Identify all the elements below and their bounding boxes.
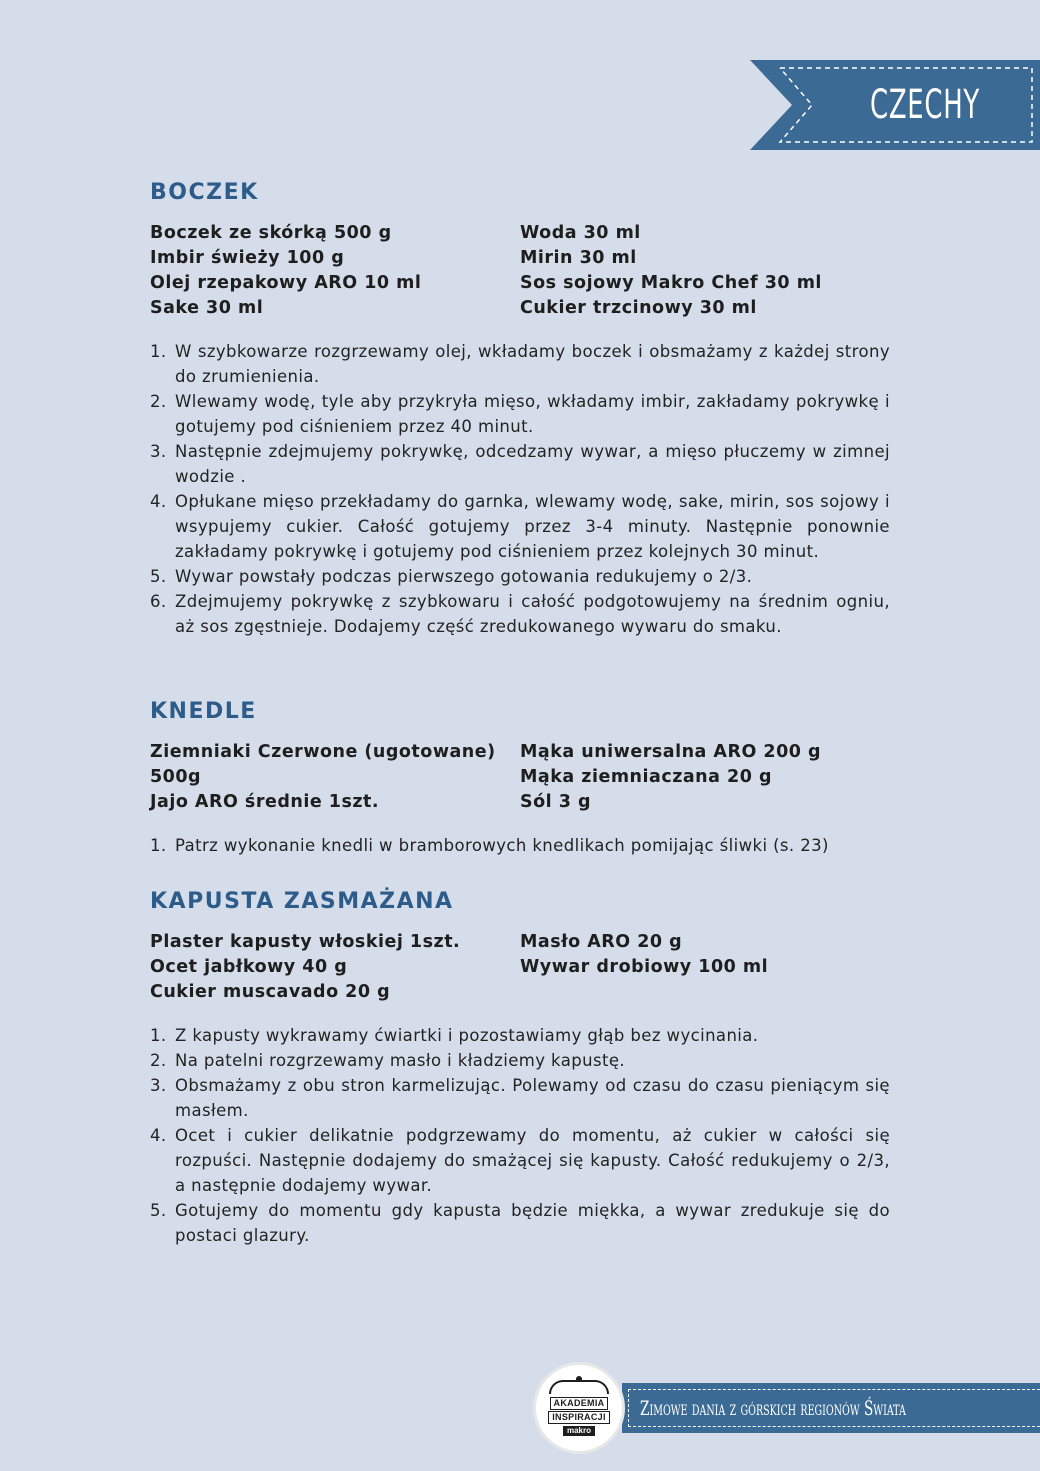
ingredient: Sos sojowy Makro Chef 30 ml (520, 273, 822, 293)
step-number: 2. (150, 1051, 167, 1070)
logo-text-makro: makro (563, 1426, 595, 1436)
step (150, 389, 890, 439)
ingredient: Plaster kapusty włoskiej 1szt. (150, 932, 461, 952)
steps-list (150, 339, 890, 639)
recipe-title: KAPUSTA ZASMAŻANA (150, 889, 454, 914)
step-number: 4. (150, 1126, 167, 1145)
ingredient: Sól 3 g (520, 792, 592, 812)
ingredient: Mąka ziemniaczana 20 g (520, 767, 773, 787)
step (150, 1023, 890, 1048)
ingredient: Olej rzepakowy ARO 10 ml (150, 273, 422, 293)
step-number: 1. (150, 342, 167, 361)
step-text: Z kapusty wykrawamy ćwiartki i pozostawiamy głąb bez wycinania. (175, 1026, 759, 1045)
ingredient: Ziemniaki Czerwone (ugotowane) (150, 742, 496, 762)
ingredients-right-column (520, 740, 890, 815)
step-text: Wywar powstały podczas pierwszego gotowania redukujemy o 2/3. (175, 567, 753, 586)
step-number: 3. (150, 442, 167, 461)
recipe-title: KNEDLE (150, 699, 257, 724)
recipe-boczek (150, 177, 890, 639)
ingredient: Woda 30 ml (520, 223, 641, 243)
footer-band (622, 1383, 1040, 1433)
step-number: 5. (150, 567, 167, 586)
step-number: 5. (150, 1201, 167, 1220)
step-text: Zdejmujemy pokrywkę z szybkowaru i całość podgotowujemy na średnim ogniu, aż sos zgęstnieje. Dodajemy część zredukowanego wywaru do smaku. (175, 592, 890, 636)
step (150, 1123, 890, 1198)
ingredient: Masło ARO 20 g (520, 932, 683, 952)
ingredient: Cukier trzcinowy 30 ml (520, 298, 757, 318)
ingredient: Jajo ARO średnie 1szt. (150, 792, 380, 812)
chapter-ribbon (750, 60, 1040, 150)
step-number: 1. (150, 836, 167, 855)
ingredients-left-column (150, 740, 520, 815)
step (150, 1048, 890, 1073)
step (150, 339, 890, 389)
step-number: 1. (150, 1026, 167, 1045)
steps-list (150, 1023, 890, 1248)
step-number: 3. (150, 1076, 167, 1095)
step (150, 1073, 890, 1123)
ingredients-list (150, 740, 890, 815)
step (150, 564, 890, 589)
ingredient: Cukier muscavado 20 g (150, 982, 391, 1002)
ingredient: Boczek ze skórką 500 g (150, 223, 392, 243)
ingredient: 500g (150, 767, 202, 787)
recipe-title: BOCZEK (150, 180, 259, 205)
logo-text-akademia: AKADEMIA (550, 1397, 609, 1410)
step-text: Na patelni rozgrzewamy masło i kładziemy kapustę. (175, 1051, 626, 1070)
logo-text-inspiracji: INSPIRACJI (548, 1411, 610, 1424)
step-number: 2. (150, 392, 167, 411)
recipe-kapusta (150, 886, 890, 1248)
recipe-knedle (150, 696, 890, 858)
ingredients-right-column (520, 221, 890, 321)
ingredients-list (150, 930, 890, 1005)
step (150, 439, 890, 489)
chapter-title: CZECHY (870, 82, 980, 128)
step-text: Następnie zdejmujemy pokrywkę, odcedzamy wywar, a mięso płuczemy w zimnej wodzie . (175, 442, 890, 486)
footer-title: Zimowe dania z górskich regionów Świata (640, 1396, 906, 1420)
cloche-icon (549, 1380, 609, 1394)
ingredient: Imbir świeży 100 g (150, 248, 345, 268)
step-text: Gotujemy do momentu gdy kapusta będzie miękka, a wywar zredukuje się do postaci glazury. (175, 1201, 890, 1245)
step-number: 4. (150, 492, 167, 511)
ingredient: Ocet jabłkowy 40 g (150, 957, 348, 977)
ingredients-left-column (150, 930, 520, 1005)
step (150, 1198, 890, 1248)
ingredients-list (150, 221, 890, 321)
step-text: W szybkowarze rozgrzewamy olej, wkładamy boczek i obsmażamy z każdej strony do zrumienienia. (175, 342, 890, 386)
step-number: 6. (150, 592, 167, 611)
step (150, 833, 890, 858)
ingredient: Mirin 30 ml (520, 248, 637, 268)
step-text: Obsmażamy z obu stron karmelizując. Polewamy od czasu do czasu pieniącym się masłem. (175, 1076, 890, 1120)
ingredient: Mąka uniwersalna ARO 200 g (520, 742, 822, 762)
ingredients-left-column (150, 221, 520, 321)
step (150, 589, 890, 639)
steps-list (150, 833, 890, 858)
step-text: Patrz wykonanie knedli w bramborowych knedlikach pomijając śliwki (s. 23) (175, 836, 829, 855)
ingredient: Wywar drobiowy 100 ml (520, 957, 769, 977)
step-text: Ocet i cukier delikatnie podgrzewamy do momentu, aż cukier w całości się rozpuści. Następnie dodajemy do smażącej się kapusty. Całość redukujemy o 2/3, a następnie dodajemy wywar. (175, 1126, 890, 1195)
ingredients-right-column (520, 930, 890, 1005)
ingredient: Sake 30 ml (150, 298, 264, 318)
step (150, 489, 890, 564)
step-text: Opłukane mięso przekładamy do garnka, wlewamy wodę, sake, mirin, sos sojowy i wsypujemy cukier. Całość gotujemy przez 3-4 minuty. Następnie ponownie zakładamy pokrywkę i gotujemy pod ciśnieniem przez kolejnych 30 minut. (175, 492, 890, 561)
step-text: Wlewamy wodę, tyle aby przykryła mięso, wkładamy imbir, zakładamy pokrywkę i gotujemy pod ciśnieniem przez 40 minut. (175, 392, 890, 436)
akademia-inspiracji-logo (533, 1362, 625, 1454)
